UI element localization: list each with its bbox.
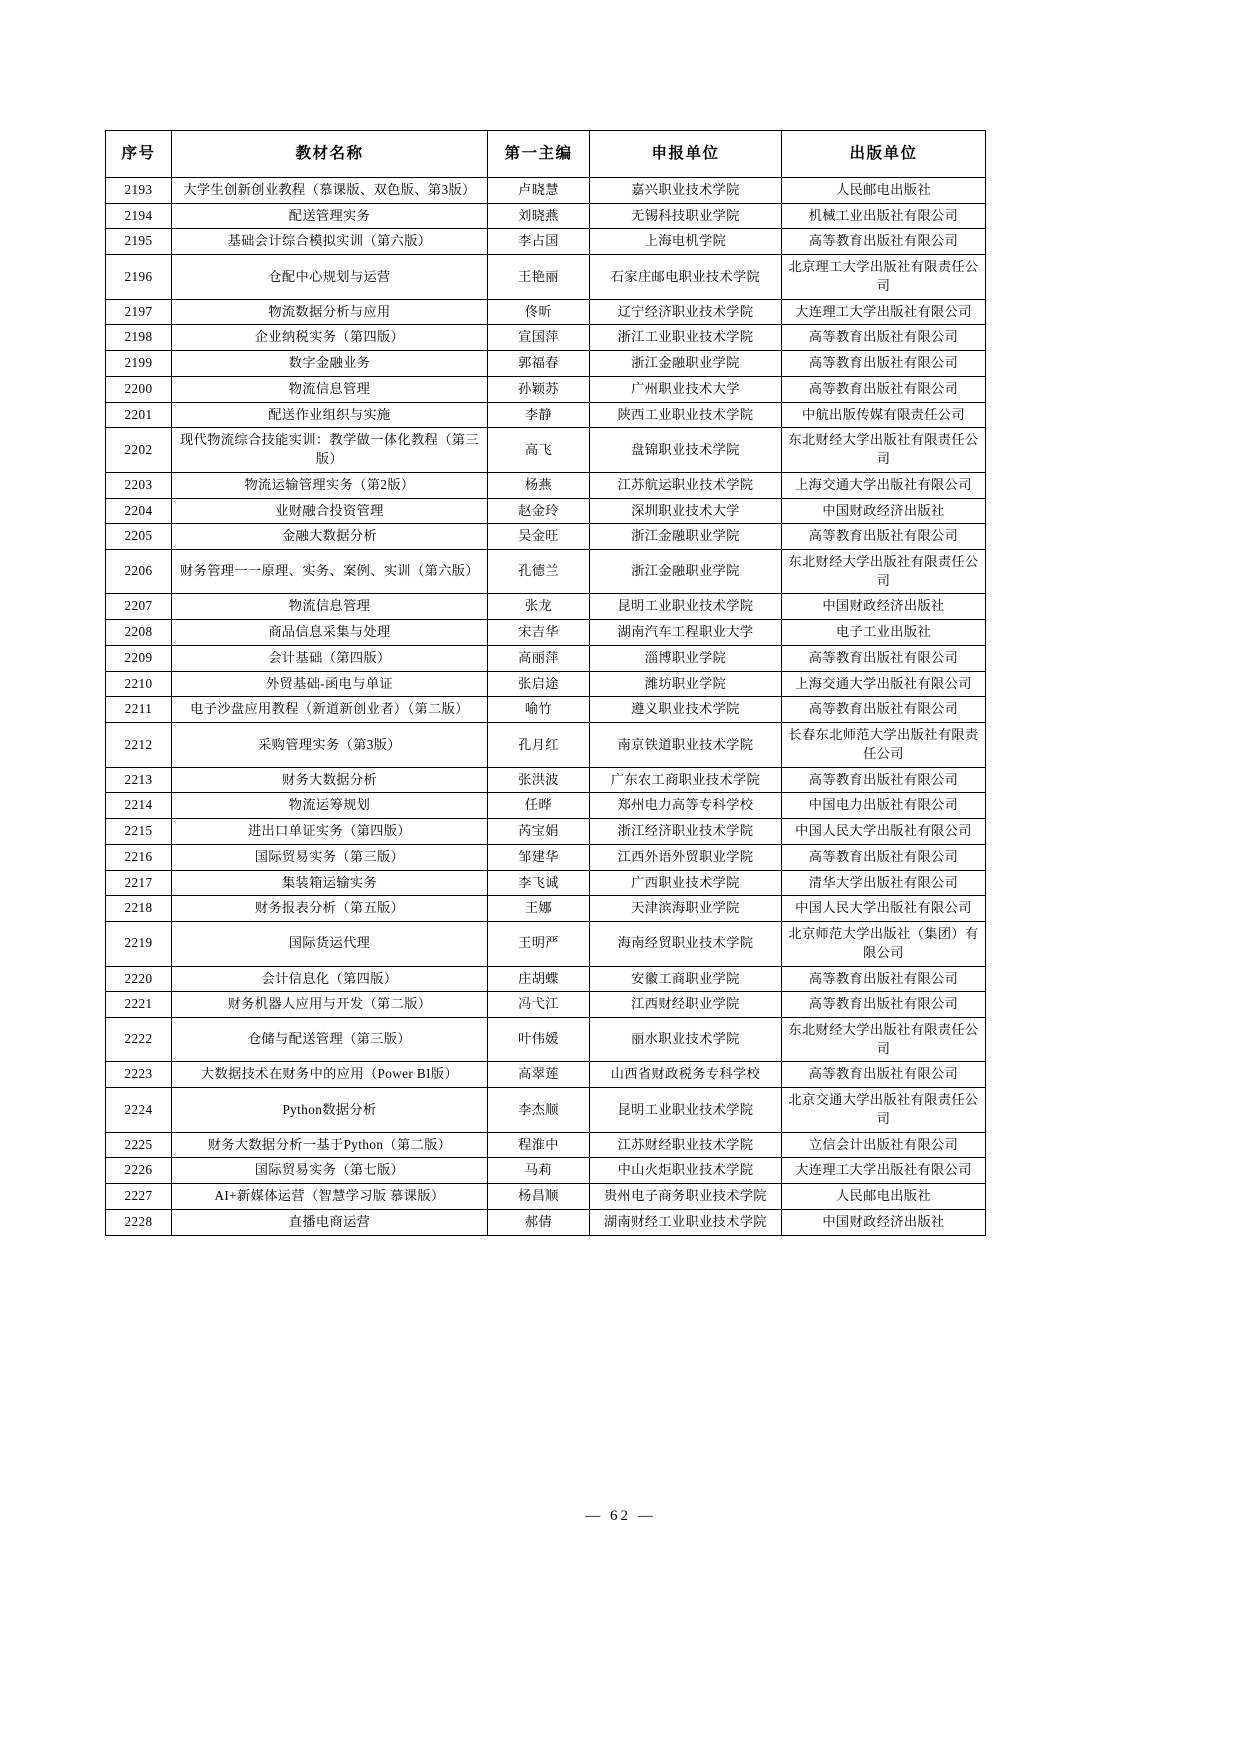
cell-textbook-name: Python数据分析 xyxy=(172,1088,488,1132)
cell-textbook-name: 物流数据分析与应用 xyxy=(172,299,488,325)
cell-chief-editor: 刘晓燕 xyxy=(488,203,590,229)
cell-chief-editor: 程淮中 xyxy=(488,1132,590,1158)
table-row xyxy=(106,594,986,620)
cell-publisher: 东北财经大学出版社有限责任公司 xyxy=(782,1017,986,1061)
cell-textbook-name: 物流运筹规划 xyxy=(172,793,488,819)
cell-applicant-unit: 浙江金融职业学院 xyxy=(590,524,782,550)
cell-applicant-unit: 深圳职业技术大学 xyxy=(590,498,782,524)
cell-chief-editor: 王艳丽 xyxy=(488,255,590,299)
cell-seq: 2227 xyxy=(106,1184,172,1210)
table-row xyxy=(106,671,986,697)
cell-chief-editor: 叶伟媛 xyxy=(488,1017,590,1061)
cell-applicant-unit: 中山火炬职业技术学院 xyxy=(590,1158,782,1184)
cell-seq: 2216 xyxy=(106,844,172,870)
cell-publisher: 中国财政经济出版社 xyxy=(782,498,986,524)
cell-applicant-unit: 江苏财经职业技术学院 xyxy=(590,1132,782,1158)
cell-chief-editor: 高飞 xyxy=(488,428,590,472)
cell-chief-editor: 李静 xyxy=(488,402,590,428)
cell-applicant-unit: 南京铁道职业技术学院 xyxy=(590,723,782,767)
cell-seq: 2209 xyxy=(106,645,172,671)
textbook-table-container xyxy=(105,130,985,1236)
cell-chief-editor: 卢晓慧 xyxy=(488,178,590,204)
table-row xyxy=(106,723,986,767)
cell-textbook-name: 会计信息化（第四版） xyxy=(172,966,488,992)
cell-publisher: 中国人民大学出版社有限公司 xyxy=(782,896,986,922)
textbook-table xyxy=(105,130,986,1236)
table-row xyxy=(106,922,986,966)
cell-publisher: 长春东北师范大学出版社有限责任公司 xyxy=(782,723,986,767)
table-row xyxy=(106,966,986,992)
cell-textbook-name: 现代物流综合技能实训：教学做一体化教程（第三版） xyxy=(172,428,488,472)
cell-publisher: 中航出版传媒有限责任公司 xyxy=(782,402,986,428)
cell-seq: 2215 xyxy=(106,819,172,845)
cell-seq: 2197 xyxy=(106,299,172,325)
cell-publisher: 东北财经大学出版社有限责任公司 xyxy=(782,550,986,594)
cell-textbook-name: 采购管理实务（第3版） xyxy=(172,723,488,767)
cell-publisher: 人民邮电出版社 xyxy=(782,178,986,204)
table-row xyxy=(106,844,986,870)
column-header-chief-editor: 第一主编 xyxy=(488,131,590,178)
column-header-textbook-name: 教材名称 xyxy=(172,131,488,178)
cell-textbook-name: 外贸基础-函电与单证 xyxy=(172,671,488,697)
cell-publisher: 大连理工大学出版社有限公司 xyxy=(782,1158,986,1184)
cell-applicant-unit: 浙江金融职业学院 xyxy=(590,550,782,594)
cell-publisher: 高等教育出版社有限公司 xyxy=(782,992,986,1018)
cell-publisher: 高等教育出版社有限公司 xyxy=(782,376,986,402)
cell-textbook-name: 国际贸易实务（第三版） xyxy=(172,844,488,870)
table-row xyxy=(106,767,986,793)
cell-seq: 2205 xyxy=(106,524,172,550)
cell-applicant-unit: 辽宁经济职业技术学院 xyxy=(590,299,782,325)
cell-chief-editor: 高翠莲 xyxy=(488,1062,590,1088)
column-header-publisher: 出版单位 xyxy=(782,131,986,178)
cell-publisher: 中国人民大学出版社有限公司 xyxy=(782,819,986,845)
cell-applicant-unit: 昆明工业职业技术学院 xyxy=(590,1088,782,1132)
cell-textbook-name: 物流信息管理 xyxy=(172,376,488,402)
table-row xyxy=(106,1209,986,1235)
cell-applicant-unit: 嘉兴职业技术学院 xyxy=(590,178,782,204)
cell-publisher: 上海交通大学出版社有限公司 xyxy=(782,671,986,697)
table-row xyxy=(106,896,986,922)
cell-publisher: 中国财政经济出版社 xyxy=(782,594,986,620)
cell-seq: 2204 xyxy=(106,498,172,524)
cell-textbook-name: 数字金融业务 xyxy=(172,351,488,377)
cell-chief-editor: 张洪波 xyxy=(488,767,590,793)
cell-publisher: 人民邮电出版社 xyxy=(782,1184,986,1210)
cell-seq: 2194 xyxy=(106,203,172,229)
table-row xyxy=(106,1088,986,1132)
cell-seq: 2220 xyxy=(106,966,172,992)
cell-publisher: 北京理工大学出版社有限责任公司 xyxy=(782,255,986,299)
cell-seq: 2196 xyxy=(106,255,172,299)
cell-seq: 2211 xyxy=(106,697,172,723)
cell-chief-editor: 高丽萍 xyxy=(488,645,590,671)
cell-applicant-unit: 江苏航运职业技术学院 xyxy=(590,472,782,498)
cell-applicant-unit: 石家庄邮电职业技术学院 xyxy=(590,255,782,299)
cell-textbook-name: 财务报表分析（第五版） xyxy=(172,896,488,922)
cell-chief-editor: 宋吉华 xyxy=(488,620,590,646)
table-row xyxy=(106,1132,986,1158)
cell-publisher: 电子工业出版社 xyxy=(782,620,986,646)
cell-applicant-unit: 淄博职业学院 xyxy=(590,645,782,671)
table-row xyxy=(106,255,986,299)
cell-seq: 2200 xyxy=(106,376,172,402)
cell-publisher: 高等教育出版社有限公司 xyxy=(782,767,986,793)
cell-textbook-name: 大数据技术在财务中的应用（Power BI版） xyxy=(172,1062,488,1088)
table-row xyxy=(106,402,986,428)
table-body xyxy=(106,178,986,1236)
cell-chief-editor: 孔月红 xyxy=(488,723,590,767)
cell-seq: 2221 xyxy=(106,992,172,1018)
cell-chief-editor: 喻竹 xyxy=(488,697,590,723)
cell-chief-editor: 杨昌顺 xyxy=(488,1184,590,1210)
cell-chief-editor: 王明严 xyxy=(488,922,590,966)
cell-chief-editor: 芮宝娟 xyxy=(488,819,590,845)
table-row xyxy=(106,498,986,524)
cell-applicant-unit: 广州职业技术大学 xyxy=(590,376,782,402)
cell-chief-editor: 王娜 xyxy=(488,896,590,922)
cell-textbook-name: 商品信息采集与处理 xyxy=(172,620,488,646)
cell-seq: 2195 xyxy=(106,229,172,255)
table-row xyxy=(106,299,986,325)
table-header xyxy=(106,131,986,178)
cell-textbook-name: 仓储与配送管理（第三版） xyxy=(172,1017,488,1061)
cell-publisher: 中国财政经济出版社 xyxy=(782,1209,986,1235)
cell-textbook-name: AI+新媒体运营（智慧学习版 慕课版） xyxy=(172,1184,488,1210)
cell-chief-editor: 佟昕 xyxy=(488,299,590,325)
cell-textbook-name: 国际贸易实务（第七版） xyxy=(172,1158,488,1184)
cell-chief-editor: 李占国 xyxy=(488,229,590,255)
cell-chief-editor: 张龙 xyxy=(488,594,590,620)
cell-seq: 2226 xyxy=(106,1158,172,1184)
cell-publisher: 中国电力出版社有限公司 xyxy=(782,793,986,819)
table-row xyxy=(106,325,986,351)
cell-applicant-unit: 广西职业技术学院 xyxy=(590,870,782,896)
cell-chief-editor: 冯弋江 xyxy=(488,992,590,1018)
cell-textbook-name: 财务管理一一原理、实务、案例、实训（第六版） xyxy=(172,550,488,594)
cell-textbook-name: 财务机器人应用与开发（第二版） xyxy=(172,992,488,1018)
cell-textbook-name: 配送管理实务 xyxy=(172,203,488,229)
cell-seq: 2193 xyxy=(106,178,172,204)
table-row xyxy=(106,793,986,819)
table-row xyxy=(106,203,986,229)
cell-publisher: 高等教育出版社有限公司 xyxy=(782,697,986,723)
cell-publisher: 高等教育出版社有限公司 xyxy=(782,1062,986,1088)
cell-publisher: 高等教育出版社有限公司 xyxy=(782,844,986,870)
cell-chief-editor: 任晔 xyxy=(488,793,590,819)
cell-seq: 2208 xyxy=(106,620,172,646)
cell-seq: 2203 xyxy=(106,472,172,498)
cell-chief-editor: 马莉 xyxy=(488,1158,590,1184)
cell-chief-editor: 赵金玲 xyxy=(488,498,590,524)
page-number: — 62 — xyxy=(585,1508,656,1524)
cell-applicant-unit: 湖南汽车工程职业大学 xyxy=(590,620,782,646)
cell-chief-editor: 郭福春 xyxy=(488,351,590,377)
cell-applicant-unit: 丽水职业技术学院 xyxy=(590,1017,782,1061)
cell-applicant-unit: 天津滨海职业学院 xyxy=(590,896,782,922)
cell-textbook-name: 企业纳税实务（第四版） xyxy=(172,325,488,351)
cell-seq: 2199 xyxy=(106,351,172,377)
cell-applicant-unit: 浙江金融职业学院 xyxy=(590,351,782,377)
cell-chief-editor: 郝倩 xyxy=(488,1209,590,1235)
cell-seq: 2224 xyxy=(106,1088,172,1132)
cell-textbook-name: 财务大数据分析一基于Python（第二版） xyxy=(172,1132,488,1158)
table-row xyxy=(106,620,986,646)
table-row xyxy=(106,178,986,204)
cell-textbook-name: 金融大数据分析 xyxy=(172,524,488,550)
cell-chief-editor: 吴金旺 xyxy=(488,524,590,550)
cell-textbook-name: 物流运输管理实务（第2版） xyxy=(172,472,488,498)
cell-publisher: 高等教育出版社有限公司 xyxy=(782,645,986,671)
cell-seq: 2202 xyxy=(106,428,172,472)
cell-publisher: 北京师范大学出版社（集团）有限公司 xyxy=(782,922,986,966)
cell-chief-editor: 杨燕 xyxy=(488,472,590,498)
cell-textbook-name: 电子沙盘应用教程（新道新创业者）（第二版） xyxy=(172,697,488,723)
cell-chief-editor: 孙颖苏 xyxy=(488,376,590,402)
cell-applicant-unit: 浙江工业职业技术学院 xyxy=(590,325,782,351)
cell-publisher: 大连理工大学出版社有限公司 xyxy=(782,299,986,325)
cell-seq: 2222 xyxy=(106,1017,172,1061)
cell-seq: 2225 xyxy=(106,1132,172,1158)
table-row xyxy=(106,870,986,896)
cell-applicant-unit: 安徽工商职业学院 xyxy=(590,966,782,992)
table-row xyxy=(106,697,986,723)
cell-publisher: 机械工业出版社有限公司 xyxy=(782,203,986,229)
cell-applicant-unit: 山西省财政税务专科学校 xyxy=(590,1062,782,1088)
cell-textbook-name: 国际货运代理 xyxy=(172,922,488,966)
cell-seq: 2212 xyxy=(106,723,172,767)
column-header-seq: 序号 xyxy=(106,131,172,178)
cell-chief-editor: 张启途 xyxy=(488,671,590,697)
cell-publisher: 东北财经大学出版社有限责任公司 xyxy=(782,428,986,472)
cell-applicant-unit: 遵义职业技术学院 xyxy=(590,697,782,723)
table-row xyxy=(106,1158,986,1184)
table-row xyxy=(106,992,986,1018)
cell-seq: 2207 xyxy=(106,594,172,620)
cell-textbook-name: 业财融合投资管理 xyxy=(172,498,488,524)
cell-seq: 2214 xyxy=(106,793,172,819)
cell-applicant-unit: 贵州电子商务职业技术学院 xyxy=(590,1184,782,1210)
cell-publisher: 清华大学出版社有限公司 xyxy=(782,870,986,896)
cell-textbook-name: 财务大数据分析 xyxy=(172,767,488,793)
table-row xyxy=(106,229,986,255)
cell-chief-editor: 李飞诚 xyxy=(488,870,590,896)
cell-seq: 2217 xyxy=(106,870,172,896)
cell-chief-editor: 庄胡蝶 xyxy=(488,966,590,992)
table-row xyxy=(106,1017,986,1061)
cell-applicant-unit: 上海电机学院 xyxy=(590,229,782,255)
cell-publisher: 高等教育出版社有限公司 xyxy=(782,325,986,351)
table-row xyxy=(106,524,986,550)
table-header-row xyxy=(106,131,986,178)
table-row xyxy=(106,376,986,402)
cell-textbook-name: 进出口单证实务（第四版） xyxy=(172,819,488,845)
cell-chief-editor: 宣国萍 xyxy=(488,325,590,351)
table-row xyxy=(106,351,986,377)
cell-publisher: 高等教育出版社有限公司 xyxy=(782,966,986,992)
cell-seq: 2218 xyxy=(106,896,172,922)
cell-applicant-unit: 盘锦职业技术学院 xyxy=(590,428,782,472)
cell-textbook-name: 配送作业组织与实施 xyxy=(172,402,488,428)
cell-applicant-unit: 江西财经职业学院 xyxy=(590,992,782,1018)
cell-publisher: 高等教育出版社有限公司 xyxy=(782,229,986,255)
cell-textbook-name: 集装箱运输实务 xyxy=(172,870,488,896)
cell-seq: 2213 xyxy=(106,767,172,793)
cell-applicant-unit: 海南经贸职业技术学院 xyxy=(590,922,782,966)
cell-publisher: 上海交通大学出版社有限公司 xyxy=(782,472,986,498)
table-row xyxy=(106,550,986,594)
cell-applicant-unit: 潍坊职业学院 xyxy=(590,671,782,697)
cell-publisher: 高等教育出版社有限公司 xyxy=(782,351,986,377)
cell-chief-editor: 孔德兰 xyxy=(488,550,590,594)
cell-textbook-name: 会计基础（第四版） xyxy=(172,645,488,671)
cell-applicant-unit: 广东农工商职业技术学院 xyxy=(590,767,782,793)
table-row xyxy=(106,645,986,671)
cell-applicant-unit: 郑州电力高等专科学校 xyxy=(590,793,782,819)
cell-applicant-unit: 湖南财经工业职业技术学院 xyxy=(590,1209,782,1235)
cell-seq: 2198 xyxy=(106,325,172,351)
cell-applicant-unit: 陕西工业职业技术学院 xyxy=(590,402,782,428)
cell-seq: 2201 xyxy=(106,402,172,428)
table-row xyxy=(106,1062,986,1088)
cell-publisher: 高等教育出版社有限公司 xyxy=(782,524,986,550)
cell-textbook-name: 直播电商运营 xyxy=(172,1209,488,1235)
cell-textbook-name: 基础会计综合模拟实训（第六版） xyxy=(172,229,488,255)
cell-seq: 2228 xyxy=(106,1209,172,1235)
cell-chief-editor: 李杰顺 xyxy=(488,1088,590,1132)
table-row xyxy=(106,472,986,498)
cell-publisher: 立信会计出版社有限公司 xyxy=(782,1132,986,1158)
cell-seq: 2223 xyxy=(106,1062,172,1088)
cell-applicant-unit: 无锡科技职业学院 xyxy=(590,203,782,229)
cell-seq: 2210 xyxy=(106,671,172,697)
cell-seq: 2206 xyxy=(106,550,172,594)
table-row xyxy=(106,819,986,845)
cell-applicant-unit: 江西外语外贸职业学院 xyxy=(590,844,782,870)
table-row xyxy=(106,1184,986,1210)
cell-applicant-unit: 昆明工业职业技术学院 xyxy=(590,594,782,620)
cell-textbook-name: 仓配中心规划与运营 xyxy=(172,255,488,299)
cell-textbook-name: 物流信息管理 xyxy=(172,594,488,620)
cell-publisher: 北京交通大学出版社有限责任公司 xyxy=(782,1088,986,1132)
column-header-applicant-unit: 申报单位 xyxy=(590,131,782,178)
cell-chief-editor: 邹建华 xyxy=(488,844,590,870)
cell-seq: 2219 xyxy=(106,922,172,966)
cell-textbook-name: 大学生创新创业教程（慕课版、双色版、第3版） xyxy=(172,178,488,204)
table-row xyxy=(106,428,986,472)
cell-applicant-unit: 浙江经济职业技术学院 xyxy=(590,819,782,845)
